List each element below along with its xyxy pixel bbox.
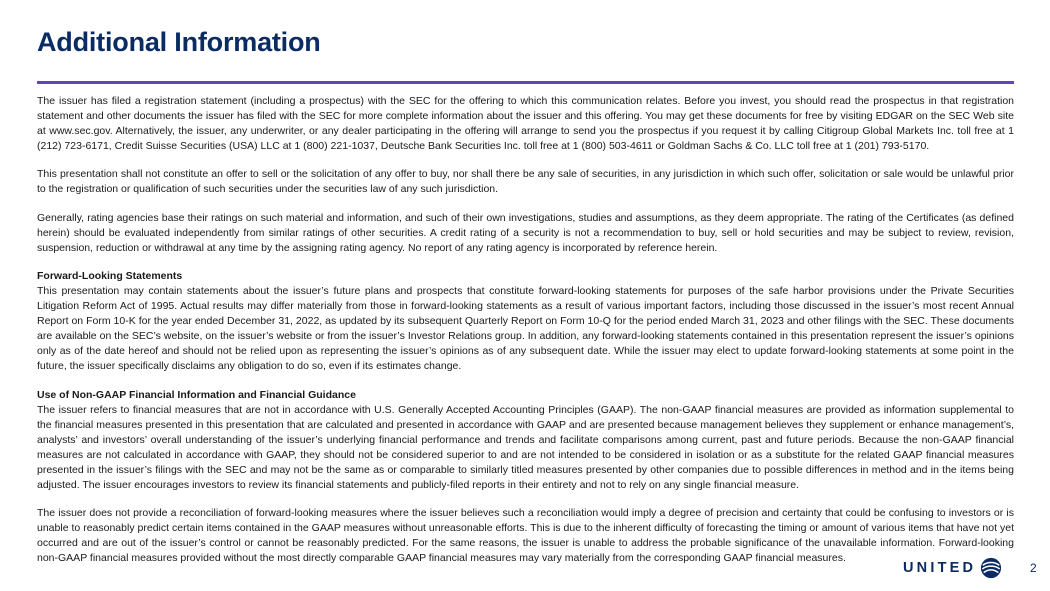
paragraph-ratings: Generally, rating agencies base their ratings on such material and information, and such of their own investigations, studies and assumptions, as they deem appropriate. The rating of the Certificates (as defined herein) should be evaluated independently from similar ratings of other securities. A credit rating of a security is not a recommendation to buy, sell or hold securities and may be subject to review, revision, suspension, reduction or withdrawal at any time by the assigning rating agency. No report of any rating agency is incorporated by reference herein.	[37, 211, 1014, 254]
document-body	[37, 94, 1014, 580]
logo-wordmark: UNITED	[903, 560, 977, 576]
section-forward-looking	[37, 269, 1014, 375]
section-non-gaap	[37, 388, 1014, 494]
page-number: 2	[1030, 561, 1037, 575]
paragraph-registration: The issuer has filed a registration statement (including a prospectus) with the SEC for the offering to which this communication relates. Before you invest, you should read the prospectus in that registration statement and other documents the issuer has filed with the SEC for more complete information about the issuer and this offering. You may get these documents for free by visiting EDGAR on the SEC Web site at www.sec.gov. Alternatively, the issuer, any underwriter, or any dealer participating in the offering will arrange to send you the prospectus if you request it by calling Citigroup Global Markets Inc. toll free at 1 (212) 723-6171, Credit Suisse Securities (USA) LLC at 1 (800) 221-1037, Deutsche Bank Securities Inc. toll free at 1 (800) 503-4611 or Goldman Sachs & Co. LLC toll free at 1 (201) 793-5170.	[37, 95, 1014, 153]
globe-icon	[980, 557, 1002, 579]
non-gaap-body: The issuer refers to financial measures that are not in accordance with U.S. Generally Accepted Accounting Principles (GAAP). The non-GAAP financial measures are provided as information supplemental to the financial measures presented in this presentation that are calculated and presented in accordance with GAAP and are presented because management believes they supplement or enhance management’s, analysts’ and investors’ overall understanding of the issuer’s underlying financial performance and trends and facilitate comparisons among current, past and future periods. Because the non-GAAP financial measures are not calculated in accordance with GAAP, they should not be considered superior to and are not intended to be considered in isolation or as a substitute for the related GAAP financial measures presented in the issuer’s filings with the SEC and may not be the same as or comparable to similarly titled measures presented by other companies due to possible differences in method and in the items being adjusted. The issuer encourages investors to review its financial statements and publicly-filed reports in their entirety and not to rely on any single financial measure.	[37, 403, 1014, 492]
paragraph-offer: This presentation shall not constitute an offer to sell or the solicitation of any offer to buy, nor shall there be any sale of securities, in any jurisdiction in which such offer, solicitation or sale would be unlawful prior to the registration or qualification of such securities under the securities law of any such jurisdiction.	[37, 168, 1014, 196]
united-logo	[903, 556, 1002, 580]
page-title: Additional Information	[37, 27, 321, 57]
title-divider	[37, 81, 1014, 84]
non-gaap-heading: Use of Non-GAAP Financial Information and Financial Guidance	[37, 388, 356, 401]
paragraph-reconciliation: The issuer does not provide a reconciliation of forward-looking measures where the issuer believes such a reconciliation would imply a degree of precision and certainty that could be confusing to investors or is unable to reasonably predict certain items contained in the GAAP measures without unreasonable efforts. This is due to the inherent difficulty of forecasting the timing or amount of various items that have not yet occurred and are out of the issuer’s control or cannot be reasonably predicted. For the same reasons, the issuer is unable to address the probable significance of the unavailable information. Forward-looking non-GAAP financial measures provided without the most directly comparable GAAP financial measures may vary materially from the corresponding GAAP financial measures.	[37, 507, 1014, 565]
forward-looking-body: This presentation may contain statements about the issuer’s future plans and prospects that constitute forward-looking statements for purposes of the safe harbor provisions under the Private Securities Litigation Reform Act of 1995. Actual results may differ materially from those in forward-looking statements as a result of various important factors, including those discussed in the issuer’s most recent Annual Report on Form 10-K for the year ended December 31, 2022, as updated by its subsequent Quarterly Report on Form 10-Q for the period ended March 31, 2023 and other filings with the SEC. These documents are available on the SEC’s website, on the issuer’s website or from the issuer’s Investor Relations group. In addition, any forward-looking statements contained in this presentation represent the issuer’s opinions only as of the date hereof and should not be relied upon as representing the issuer’s opinions as of any subsequent date. While the issuer may elect to update forward-looking statements at some point in the future, the issuer specifically disclaims any obligation to do so, even if its estimates change.	[37, 284, 1014, 373]
forward-looking-heading: Forward-Looking Statements	[37, 269, 183, 282]
